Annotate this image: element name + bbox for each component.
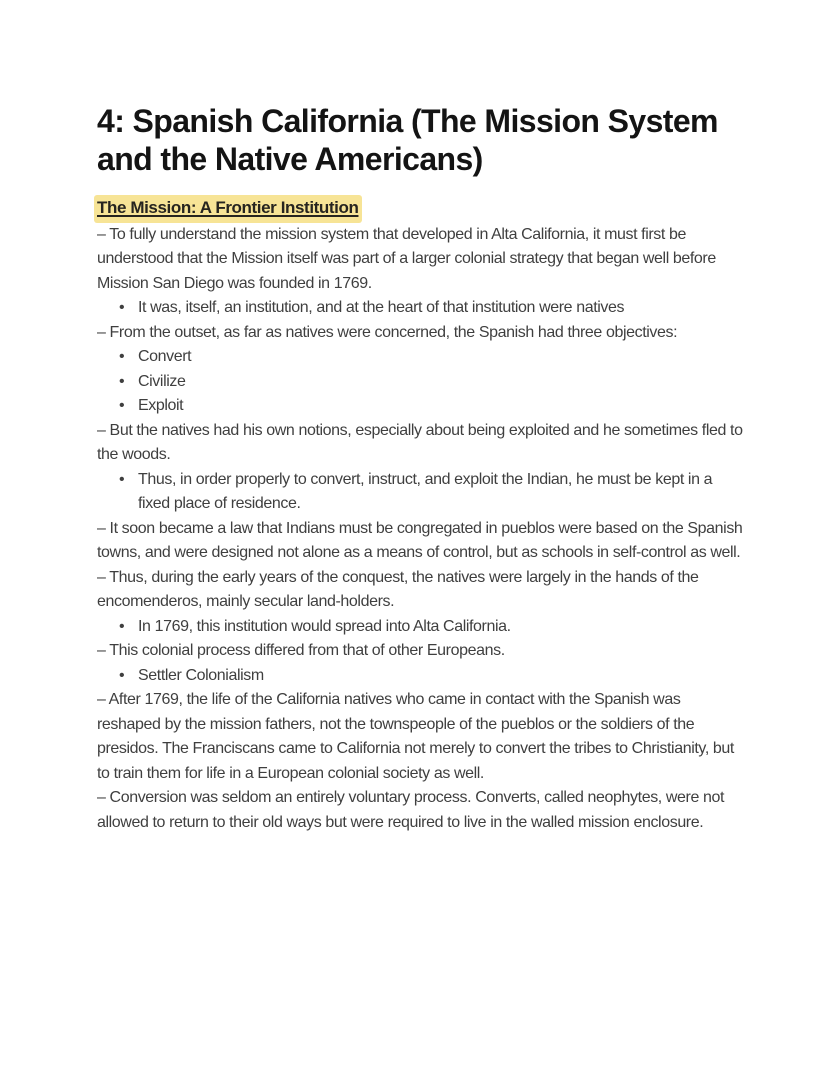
bullet-text: Convert	[138, 348, 192, 365]
bullet-icon: •	[119, 372, 125, 390]
bullet-icon: •	[119, 470, 125, 488]
bullet-item	[97, 296, 745, 321]
bullet-icon: •	[119, 348, 125, 365]
bullet-text: Exploit	[138, 397, 184, 414]
bullet-item	[97, 615, 745, 640]
paragraph: – Thus, during the early years of the conquest, the natives were largely in the hands of the encomenderos, mainly secular land-holders.	[97, 568, 699, 610]
paragraph: – After 1769, the life of the California natives who came in contact with the Spanish was reshaped by the mission fathers, not the townspeople of the pueblos or the soldiers of the presidos. The Franciscans came to California not merely to convert the tribes to Christianity, but to train them for life in a European colonial society as well.	[97, 691, 734, 782]
bullet-text: It was, itself, an institution, and at the heart of that institution were natives	[138, 299, 625, 316]
text-blocks	[97, 223, 745, 836]
bullet-icon: •	[119, 617, 125, 635]
bullet-item	[97, 345, 745, 370]
paragraph: – To fully understand the mission system that developed in Alta California, it must first be understood that the Mission itself was part of a larger colonial strategy that began well before Mission San Diego was founded in 1769.	[97, 225, 716, 292]
paragraph: – This colonial process differed from that of other Europeans.	[97, 642, 505, 659]
bullet-text: Thus, in order properly to convert, instruct, and exploit the Indian, he must be kept in a fixed place of residence.	[138, 470, 713, 512]
paragraph: – It soon became a law that Indians must be congregated in pueblos were based on the Spanish towns, and were designed not alone as a means of control, but as schools in self-control as well.	[97, 519, 743, 561]
section-heading-line	[97, 195, 745, 223]
paragraph: – From the outset, as far as natives were concerned, the Spanish had three objectives:	[97, 323, 678, 341]
bullet-text: In 1769, this institution would spread into Alta California.	[138, 617, 511, 635]
paragraph: – Conversion was seldom an entirely voluntary process. Converts, called neophytes, were not allowed to return to their old ways but were required to live in the walled mission enclosure.	[97, 789, 725, 831]
section-heading: The Mission: A Frontier Institution	[94, 195, 362, 223]
bullet-icon: •	[119, 299, 125, 316]
bullet-icon: •	[119, 666, 125, 684]
bullet-item	[97, 468, 745, 517]
page-title: 4: Spanish California (The Mission System and the Native Americans)	[97, 103, 718, 177]
bullet-item	[97, 664, 745, 689]
bullet-icon: •	[119, 397, 125, 414]
bullet-text: Civilize	[138, 372, 186, 390]
paragraph: – But the natives had his own notions, especially about being exploited and he sometimes fled to the woods.	[97, 421, 743, 463]
bullet-item	[97, 394, 745, 419]
bullet-text: Settler Colonialism	[138, 666, 264, 684]
document-body	[97, 195, 745, 835]
bullet-item	[97, 370, 745, 395]
